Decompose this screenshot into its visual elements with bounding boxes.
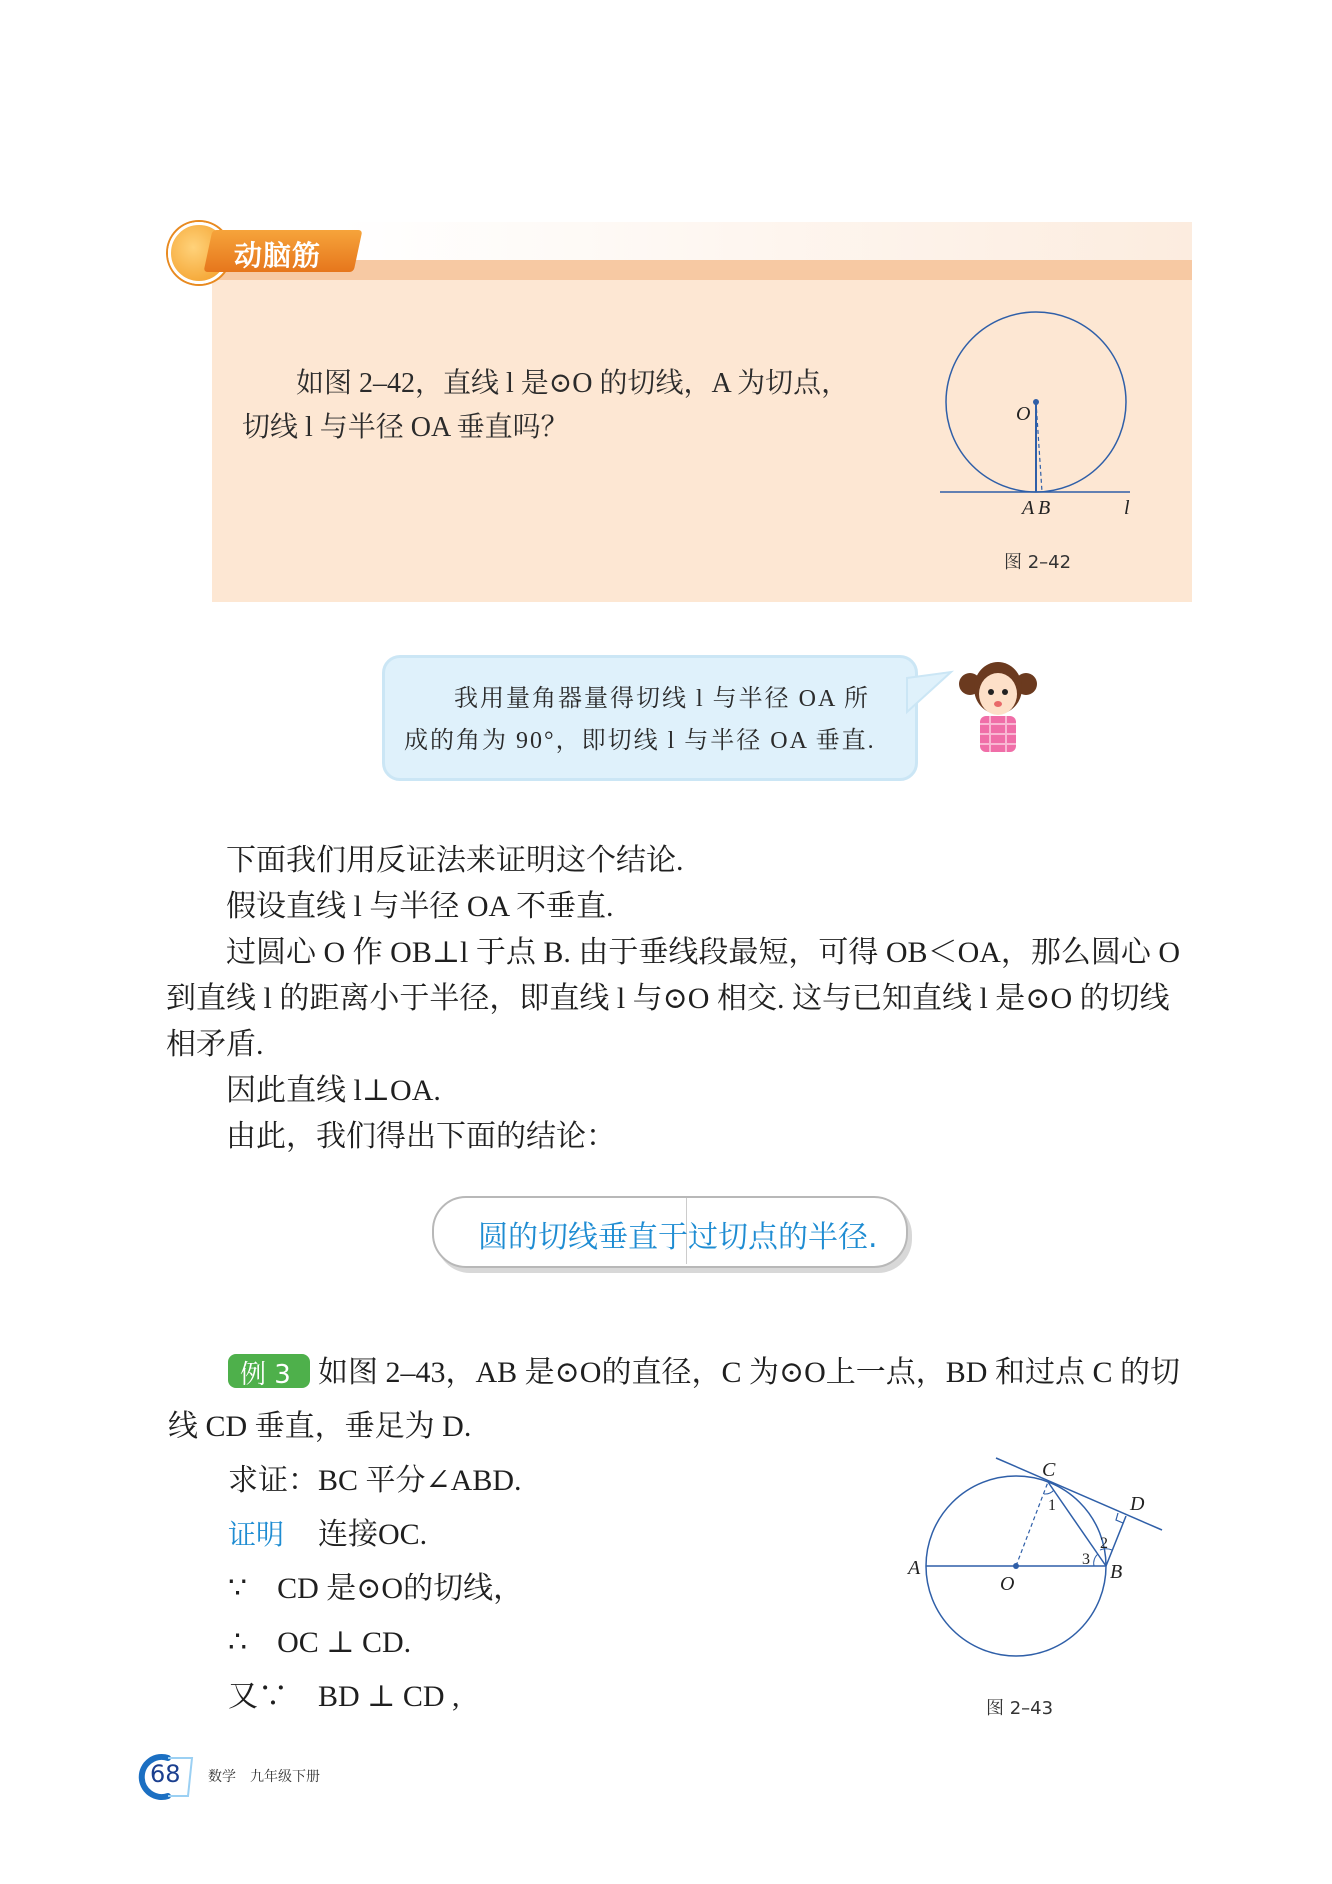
fig43-segment-BC <box>1048 1482 1106 1566</box>
fig43-angle-3-arc <box>1094 1554 1098 1566</box>
fig43-label-3: 3 <box>1082 1551 1090 1568</box>
fig43-label-B: B <box>1110 1561 1123 1583</box>
fig43-angle-1-arc <box>1044 1490 1054 1494</box>
think-header-fade <box>340 222 1192 262</box>
fig42-label-A: A <box>1022 497 1035 519</box>
page-number: 68 <box>150 1760 181 1788</box>
example-line1: 如图 2–43，AB 是⊙O的直径，C 为⊙O上一点，BD 和过点 C 的切 <box>318 1356 1180 1389</box>
think-badge <box>168 222 358 280</box>
proof-step-3: 又∵ BD ⊥ CD , <box>228 1680 460 1713</box>
body-paragraph-4: 因此直线 l⊥OA. <box>226 1074 441 1107</box>
think-question-line2: 切线 l 与半径 OA 垂直吗？ <box>242 412 569 443</box>
body-paragraph-3a: 过圆心 O 作 OB⊥l 于点 B. 由于垂线段最短，可得 OB＜OA，那么圆心 O <box>226 936 1181 969</box>
fig43-center-point <box>1013 1563 1019 1569</box>
figure-2-43 <box>900 1450 1172 1680</box>
fig43-label-1: 1 <box>1048 1497 1056 1514</box>
body-paragraph-5: 由此，我们得出下面的结论： <box>226 1120 616 1153</box>
fig43-label-2: 2 <box>1100 1535 1108 1552</box>
body-paragraph-3c: 相矛盾. <box>166 1028 264 1061</box>
proof-text: 连接OC. <box>318 1518 428 1551</box>
think-header-strip <box>212 260 1192 280</box>
fig43-label-O: O <box>1000 1573 1015 1595</box>
think-question-line1: 如图 2–42，直线 l 是⊙O 的切线，A 为切点， <box>296 368 850 399</box>
proof-label: 证明 <box>228 1518 285 1551</box>
conclusion-text: 圆的切线垂直于过切点的半径. <box>478 1220 878 1255</box>
figure-2-42 <box>930 300 1150 519</box>
proof-step-2: ∴ OC ⊥ CD. <box>228 1626 412 1659</box>
fig43-segment-OC <box>1016 1482 1048 1566</box>
fig43-label-C: C <box>1042 1459 1056 1481</box>
proof-step-1: ∵ CD 是⊙O的切线， <box>228 1572 524 1605</box>
body-paragraph-3b: 到直线 l 的距离小于半径，即直线 l 与⊙O 相交. 这与已知直线 l 是⊙O 的切线 <box>166 982 1170 1015</box>
fig43-label-A: A <box>908 1557 921 1579</box>
body-paragraph-2: 假设直线 l 与半径 OA 不垂直. <box>226 890 614 923</box>
bubble-line1: 我用量角器量得切线 l 与半径 OA 所 <box>454 686 871 712</box>
think-badge-label: 动脑筋 <box>234 239 322 272</box>
fig43-label-D: D <box>1130 1493 1145 1515</box>
speech-bubble-tail <box>905 672 955 722</box>
fig42-center-point <box>1033 399 1039 405</box>
example-prove: 求证：BC 平分∠ABD. <box>228 1464 522 1497</box>
footer-book-title: 数学 九年级下册 <box>208 1769 320 1785</box>
fig42-caption: 图 2–42 <box>1004 552 1072 573</box>
bubble-line2: 成的角为 90°，即切线 l 与半径 OA 垂直. <box>404 728 876 754</box>
example-line2: 线 CD 垂直，垂足为 D. <box>168 1410 472 1443</box>
fig43-caption: 图 2–43 <box>986 1698 1054 1719</box>
fig42-label-O: O <box>1016 403 1031 425</box>
fig42-label-l: l <box>1124 497 1130 519</box>
fig43-right-angle-mark <box>1116 1513 1123 1523</box>
fig43-segment-BD <box>1106 1516 1126 1566</box>
girl-avatar <box>960 654 1036 756</box>
fig42-label-B: B <box>1038 497 1051 519</box>
body-paragraph-1: 下面我们用反证法来证明这个结论. <box>226 844 684 877</box>
example-badge-label: 例 3 <box>240 1360 291 1390</box>
